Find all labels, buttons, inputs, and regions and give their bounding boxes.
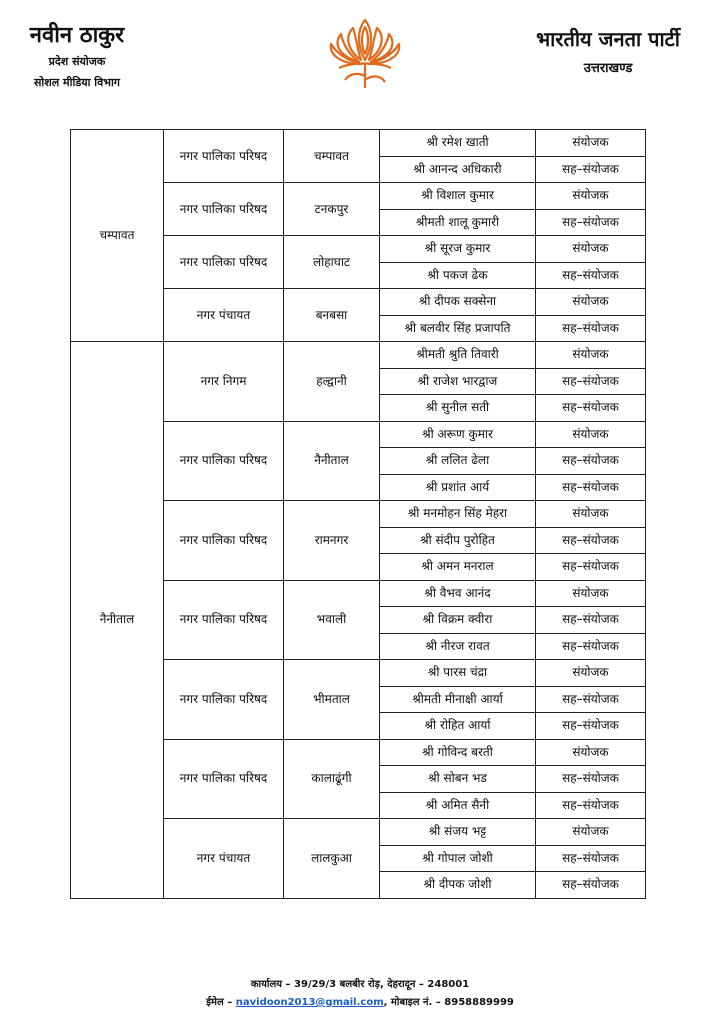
member-name-cell: श्री दीपक जोशी (380, 872, 536, 899)
member-role-cell: सह–संयोजक (536, 792, 646, 819)
town-cell: लोहाघाट (284, 236, 380, 289)
member-name-cell: श्री वैभव आनंद (380, 580, 536, 607)
member-name-cell: श्री रमेश खाती (380, 130, 536, 157)
leader-designation: प्रदेश संयोजक (48, 55, 106, 68)
email-link[interactable]: navidoon2013@gmail.com (235, 997, 384, 1008)
member-role-cell: संयोजक (536, 289, 646, 316)
member-role-cell: सह–संयोजक (536, 368, 646, 395)
district-cell: चम्पावत (71, 130, 164, 342)
town-cell: हल्द्वानी (284, 342, 380, 422)
body-type-cell: नगर पंचायत (164, 289, 284, 342)
town-cell: रामनगर (284, 501, 380, 581)
member-role-cell: संयोजक (536, 660, 646, 687)
member-role-cell: सह–संयोजक (536, 448, 646, 475)
member-name-cell: श्री बलवीर सिंह प्रजापति (380, 315, 536, 342)
member-name-cell: श्री सोबन भड (380, 766, 536, 793)
party-name: भारतीय जनता पार्टी (536, 27, 680, 51)
town-cell: कालाढूंगी (284, 739, 380, 819)
member-name-cell: श्री मनमोहन सिंह मेहरा (380, 501, 536, 528)
member-role-cell: संयोजक (536, 421, 646, 448)
member-role-cell: संयोजक (536, 342, 646, 369)
email-label: ईमेल – (206, 997, 236, 1008)
coordinators-table (70, 129, 646, 899)
state-name: उत्तराखण्ड (583, 61, 633, 76)
member-name-cell: श्री विशाल कुमार (380, 183, 536, 210)
member-role-cell: संयोजक (536, 819, 646, 846)
member-name-cell: श्रीमती श्रुति तिवारी (380, 342, 536, 369)
member-name-cell: श्री गोविन्द बरती (380, 739, 536, 766)
member-name-cell: श्री राजेश भारद्वाज (380, 368, 536, 395)
member-role-cell: सह–संयोजक (536, 527, 646, 554)
member-name-cell: श्री पारस चंद्रा (380, 660, 536, 687)
town-cell: बनबसा (284, 289, 380, 342)
header-right (518, 26, 698, 76)
member-name-cell: श्री गोपाल जोशी (380, 845, 536, 872)
member-name-cell: श्री प्रशांत आर्य (380, 474, 536, 501)
member-role-cell: सह–संयोजक (536, 766, 646, 793)
district-cell: नैनीताल (71, 342, 164, 899)
member-name-cell: श्री रोहित आर्या (380, 713, 536, 740)
member-name-cell: श्री संजय भट्ट (380, 819, 536, 846)
town-cell: लालकुआ (284, 819, 380, 899)
town-cell: टनकपुर (284, 183, 380, 236)
table-row (71, 342, 646, 369)
member-role-cell: सह–संयोजक (536, 209, 646, 236)
member-name-cell: श्री संदीप पुरोहित (380, 527, 536, 554)
member-role-cell: सह–संयोजक (536, 554, 646, 581)
member-role-cell: सह–संयोजक (536, 262, 646, 289)
member-name-cell: श्री सुनील सती (380, 395, 536, 422)
member-role-cell: सह–संयोजक (536, 845, 646, 872)
member-name-cell: श्री विक्रम क्वीरा (380, 607, 536, 634)
member-name-cell: श्रीमती शालू कुमारी (380, 209, 536, 236)
leader-name: नवीन ठाकुर (29, 23, 125, 48)
member-name-cell: श्री आनन्द अधिकारी (380, 156, 536, 183)
header-left (12, 22, 142, 90)
member-role-cell: संयोजक (536, 739, 646, 766)
body-type-cell: नगर पालिका परिषद (164, 183, 284, 236)
body-type-cell: नगर पालिका परिषद (164, 580, 284, 660)
member-role-cell: संयोजक (536, 183, 646, 210)
town-cell: भीमताल (284, 660, 380, 740)
footer-address: कार्यालय – 39/29/3 बलबीर रोड़, देहरादून – 248001 (250, 979, 470, 990)
member-role-cell: सह–संयोजक (536, 395, 646, 422)
member-name-cell: श्री पकज ढेक (380, 262, 536, 289)
member-role-cell: सह–संयोजक (536, 872, 646, 899)
leader-department: सोशल मीडिया विभाग (33, 76, 120, 89)
member-name-cell: श्री नीरज रावत (380, 633, 536, 660)
member-role-cell: सह–संयोजक (536, 686, 646, 713)
member-role-cell: संयोजक (536, 580, 646, 607)
footer-contact (0, 994, 720, 1008)
member-name-cell: श्री अमन मनराल (380, 554, 536, 581)
lotus-logo-icon (323, 16, 407, 92)
member-role-cell: सह–संयोजक (536, 633, 646, 660)
member-name-cell: श्री सूरज कुमार (380, 236, 536, 263)
member-role-cell: संयोजक (536, 236, 646, 263)
body-type-cell: नगर पालिका परिषद (164, 236, 284, 289)
member-name-cell: श्रीमती मीनाक्षी आर्या (380, 686, 536, 713)
town-cell: नैनीताल (284, 421, 380, 501)
member-role-cell: संयोजक (536, 501, 646, 528)
body-type-cell: नगर पालिका परिषद (164, 739, 284, 819)
town-cell: भवाली (284, 580, 380, 660)
body-type-cell: नगर पालिका परिषद (164, 501, 284, 581)
member-role-cell: सह–संयोजक (536, 156, 646, 183)
member-name-cell: श्री दीपक सक्सेना (380, 289, 536, 316)
body-type-cell: नगर पंचायत (164, 819, 284, 899)
member-name-cell: श्री अरूण कुमार (380, 421, 536, 448)
body-type-cell: नगर पालिका परिषद (164, 660, 284, 740)
member-name-cell: श्री अमित सैनी (380, 792, 536, 819)
member-name-cell: श्री ललित ढेला (380, 448, 536, 475)
member-role-cell: संयोजक (536, 130, 646, 157)
member-role-cell: सह–संयोजक (536, 607, 646, 634)
member-role-cell: सह–संयोजक (536, 315, 646, 342)
mobile-number: , मोबाइल नं. – 8958889999 (383, 997, 514, 1008)
body-type-cell: नगर निगम (164, 342, 284, 422)
member-role-cell: सह–संयोजक (536, 474, 646, 501)
body-type-cell: नगर पालिका परिषद (164, 130, 284, 183)
town-cell: चम्पावत (284, 130, 380, 183)
table-row (71, 130, 646, 157)
body-type-cell: नगर पालिका परिषद (164, 421, 284, 501)
member-role-cell: सह–संयोजक (536, 713, 646, 740)
